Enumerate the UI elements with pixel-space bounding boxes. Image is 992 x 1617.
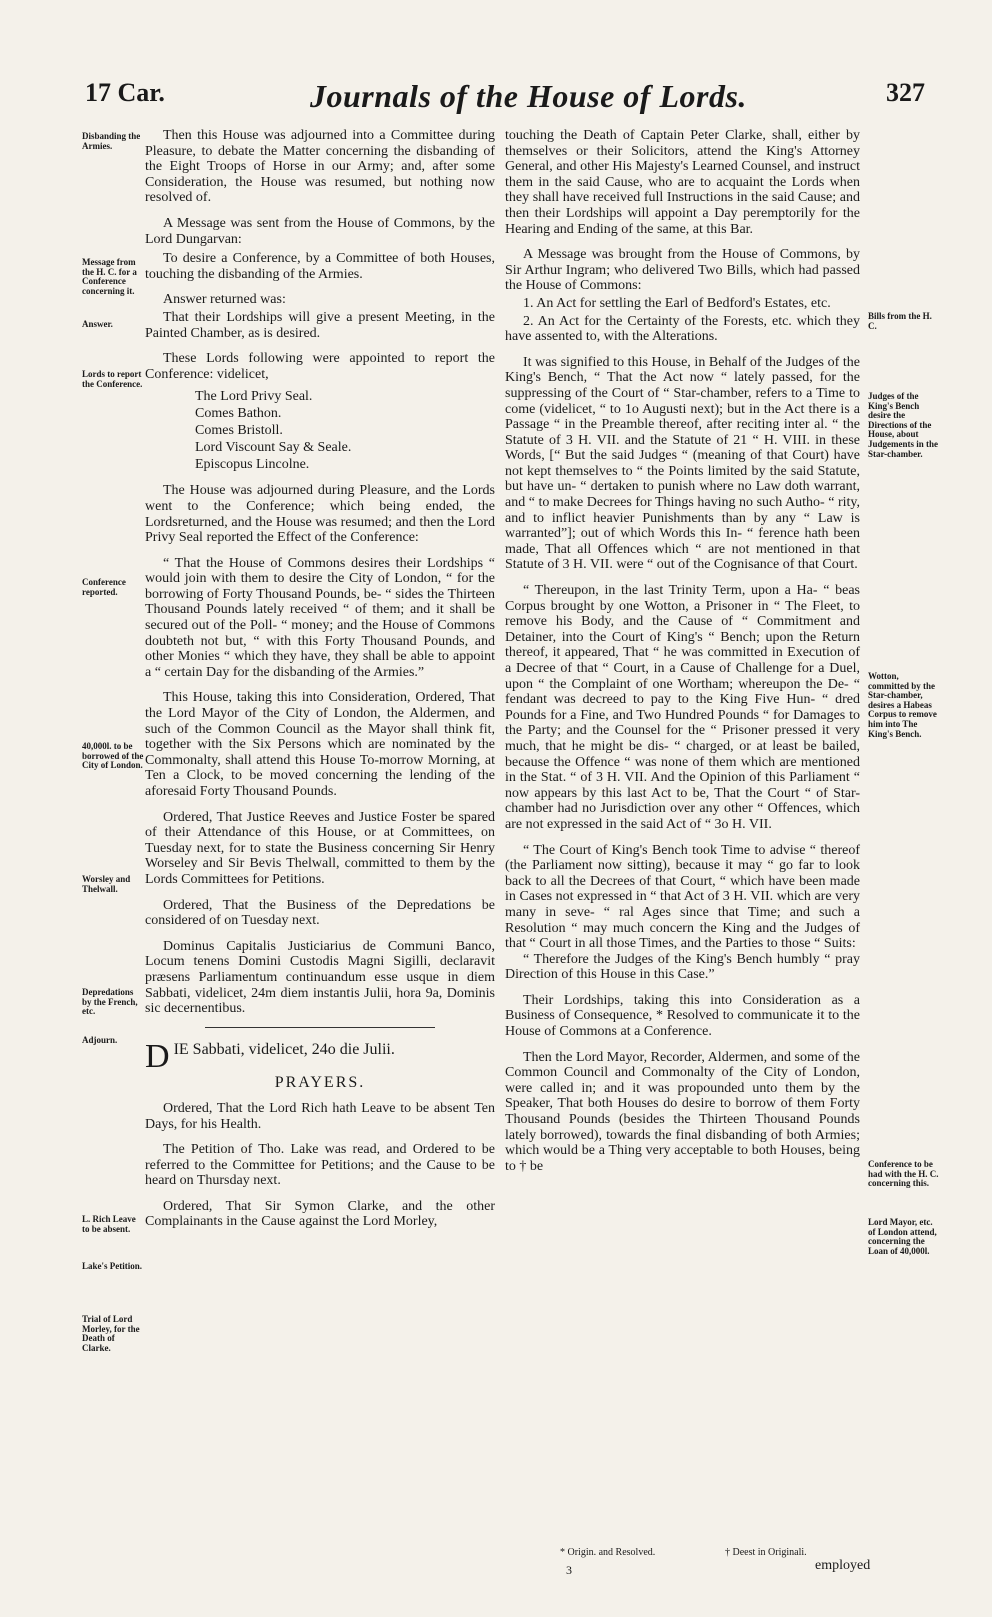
paragraph: Dominus Capitalis Justiciarius de Communi Banco, Locum tenens Domini Custodis Magni Sigilli, declaravit præsens Parliamentum continuandum esse usque in diem Sabbati, videlicet, 24m diem instantis Julii, hora 9a, Dominis sic decernentibus. bbox=[145, 938, 495, 1017]
list-item: Comes Bathon. bbox=[195, 406, 282, 422]
footnote: † Deest in Originali. bbox=[725, 1547, 807, 1558]
list-item: Episcopus Lincolne. bbox=[195, 457, 310, 473]
paragraph: Answer returned was: bbox=[163, 292, 286, 308]
margin-note: Bills from the H. C. bbox=[868, 311, 932, 331]
paragraph: 2. An Act for the Certainty of the Forests, etc. which they have assented to, with the Alterations. bbox=[505, 313, 860, 345]
quotation: “ Thereupon, in the last Trinity Term, upon a Ha- “ beas Corpus brought by one Wotton, a Prisoner in “ The Fleet, to remove his Body, and the Cause of “ Commitment and Detainer, into the Court of King's “ Bench; upon the Return thereof, it appeared, That “ he was committed in Execution of a Decree of that “ Court, in a Cause of Challenge for a Duel, upon “ the Complaint of one Wortham; whereupon the De- “ fendant was decreed to pay to the King Five Hun- “ dred Pounds for a Fine, and Two Hundred Pounds “ for Damages to the Party; and the Counsel for the “ Prisoner pressed it very much, that he might be dis- “ charged, or at least be bailed, because the Offence “ was none of them which are mentioned in the Stat. “ of 3 H. VII. And the Opinion of this Parliament “ now appears by this last Act to be, That the Court “ of Star-chamber had no Jurisdiction over any other “ Offences, which are not expressed in the said Act of “ 3o H. VII. bbox=[505, 583, 860, 832]
catchword: employed bbox=[815, 1558, 871, 1573]
margin-note: Lord Mayor, etc. of London attend, concerning the Loan of 40,000l. bbox=[868, 1217, 937, 1256]
margin-note: Conference to be had with the H. C. concerning this. bbox=[868, 1159, 939, 1189]
paragraph: Ordered, That the Lord Rich hath Leave to be absent Ten Days, for his Health. bbox=[145, 1100, 495, 1132]
paragraph: These Lords following were appointed to report the Conference: videlicet, bbox=[145, 351, 495, 382]
paragraph: Ordered, That the Business of the Depredations be considered of on Tuesday next. bbox=[145, 897, 495, 929]
quotation: “ That the House of Commons desires their Lordships “ would join with them to desire the City of London, “ for the borrowing of Forty Thousand Pounds, be- “ sides the Thirteen Thousand Pounds lately received “ of them; and it shall be secured out of the Poll- “ money; and the House of Commons doubteth not but, “ with this Forty Thousand Pounds, and other Monies “ which they have, they shall be able to appoint a “ certain Day for the disbanding of the Armies.” bbox=[145, 555, 495, 680]
left-column bbox=[145, 128, 495, 1240]
drop-cap: D bbox=[145, 1037, 170, 1075]
signature-mark: 3 bbox=[566, 1563, 572, 1577]
margin-note: L. Rich Leave to be absent. bbox=[82, 1214, 136, 1234]
paragraph: This House, taking this into Consideration, Ordered, That the Lord Mayor of the City of London, the Aldermen, and such of the Common Council as the Mayor shall think fit, together with the Six Persons which are nominated by the Commonalty, shall attend this House To-morrow Morning, at Ten a Clock, to be moved concerning the lending of the aforesaid Forty Thousand Pounds. bbox=[145, 690, 495, 799]
paragraph: The Petition of Tho. Lake was read, and Ordered to be referred to the Committee for Petitions; and the Cause to be heard on Thursday next. bbox=[145, 1142, 495, 1189]
margin-note: Message from the H. C. for a Conference concerning it. bbox=[82, 257, 137, 296]
margin-note: Wotton, committed by the Star-chamber, desires a Habeas Corpus to remove him into The King's Bench. bbox=[868, 671, 937, 739]
paragraph: A Message was sent from the House of Commons, by the Lord Dungarvan: bbox=[145, 215, 495, 247]
paragraph: Then the Lord Mayor, Recorder, Aldermen, and some of the Common Council and Commonalty of the City of London, were called in; and it was propounded unto them by the Speaker, That both Houses do desire to borrow of them Forty Thousand Pounds (besides the Thirteen Thousand Pounds lately borrowed), towards the final disbanding of both Armies; which would be a Thing very acceptable to both Houses, being to † be bbox=[505, 1049, 860, 1174]
quotation: “ The Court of King's Bench took Time to advise “ thereof (the Parliament now sitting), because it may “ go far to look back to all the Decrees of that Court, “ which have been made in Cases not expressed in “ that Act of 3 H. VII. which are very many in seve- “ ral Ages since that Time; and such a Resolution “ may much concern the King and the Judges of that “ Court in all those Times, and the Parties to those “ Suits: bbox=[505, 842, 860, 952]
prayers-heading: PRAYERS. bbox=[274, 1074, 366, 1092]
paragraph: That their Lordships will give a present Meeting, in the Painted Chamber, as is desired. bbox=[145, 309, 495, 341]
paragraph: touching the Death of Captain Peter Clarke, shall, either by themselves or their Solicitors, attend the King's Attorney General, and other His Majesty's Learned Counsel, and instruct them in the said Cause, who are to acquaint the Lords when they shall have received full Instructions in the said Cause; and then their Lordships will appoint a Day peremptorily for the Hearing and Ending of the same, at this Bar. bbox=[505, 128, 860, 237]
paragraph: Ordered, That Sir Symon Clarke, and the other Complainants in the Cause against the Lord Morley, bbox=[145, 1198, 495, 1230]
margin-note: Disbanding the Armies. bbox=[82, 131, 141, 151]
footnote: * Origin. and Resolved. bbox=[560, 1547, 656, 1558]
margin-note: Conference reported. bbox=[82, 577, 126, 597]
section-rule bbox=[205, 1027, 435, 1028]
page-header bbox=[85, 78, 925, 118]
margin-note: Depredations by the French, etc. bbox=[82, 987, 138, 1017]
date-text: IE Sabbati, videlicet, 24o die Julii. bbox=[173, 1040, 395, 1058]
margin-note: Lords to report the Conference. bbox=[82, 369, 143, 389]
margin-note: Adjourn. bbox=[82, 1035, 118, 1045]
paragraph: Then this House was adjourned into a Committee during Pleasure, to debate the Matter concerning the disbanding of the Eight Troops of Horse in our Army; and, after some Consideration, the House was resumed, but nothing now resolved of. bbox=[145, 128, 495, 206]
margin-note: Worsley and Thelwall. bbox=[82, 874, 131, 894]
page-number: 327 bbox=[886, 78, 925, 107]
margin-note: Trial of Lord Morley, for the Death of Clarke. bbox=[82, 1314, 140, 1353]
paragraph: It was signified to this House, in Behalf of the Judges of the King's Bench, “ That the Act now “ lately passed, for the suppressing of the Court of “ Star-chamber, refers to a Time to come (videlicet, “ to 1o Augusti next); but in the Act there is a Passage “ in the Preamble thereof, after reciting inter al. “ the Statute of 3 H. VII. and the Statute of 21 “ H. VIII. in these Words, [“ But the said Judges “ (meaning of that Court) have not kept themselves to “ the Points limited by the said Statute, but have un- “ dertaken to punish where no Law doth warrant, and “ to make Decrees for Things having no such Autho- “ rity, and to inflict heavier Punishments than by any “ Law is warranted”]; out of which Words this In- “ ference hath been made, That all Offences which “ are not mentioned in that Statute of 3 H. VII. were “ out of the Cognisance of that Court. bbox=[505, 354, 860, 573]
margin-note: Answer. bbox=[82, 319, 113, 329]
margin-note: Lake's Petition. bbox=[82, 1261, 142, 1271]
paragraph: Their Lordships, taking this into Consideration as a Business of Consequence, * Resolved to communicate it to the House of Commons at a Conference. bbox=[505, 992, 860, 1040]
list-item: The Lord Privy Seal. bbox=[195, 389, 313, 405]
paragraph: The House was adjourned during Pleasure, and the Lords went to the Conference; which being ended, the Lordsreturned, and the House was resumed; and then the Lord Privy Seal reported the Effect of the Conference: bbox=[145, 483, 495, 546]
list-item: Lord Viscount Say & Seale. bbox=[195, 440, 352, 456]
date-heading bbox=[145, 1037, 495, 1075]
paragraph: 1. An Act for settling the Earl of Bedford's Estates, etc. bbox=[523, 295, 831, 311]
paragraph: Ordered, That Justice Reeves and Justice Foster be spared of their Attendance of this House, or at Committees, on Tuesday next, for to state the Business concerning Sir Henry Worseley and Sir Bevis Thelwall, committed to them by the Lords Committees for Petitions. bbox=[145, 809, 495, 887]
running-title: Journals of the House of Lords. bbox=[310, 78, 747, 114]
lords-list bbox=[145, 388, 495, 473]
margin-note: 40,000l. to be borrowed of the City of London. bbox=[82, 741, 144, 771]
list-item: Comes Bristoll. bbox=[195, 423, 283, 439]
margin-note: Judges of the King's Bench desire the Directions of the House, about Judgements in the Star-chamber. bbox=[868, 391, 939, 459]
paragraph: To desire a Conference, by a Committee of both Houses, touching the disbanding of the Armies. bbox=[145, 251, 495, 282]
paragraph: A Message was brought from the House of Commons, by Sir Arthur Ingram; who delivered Two Bills, which had passed the House of Commons: bbox=[505, 247, 860, 294]
right-column bbox=[505, 128, 860, 1184]
regnal-year: 17 Car. bbox=[85, 78, 165, 107]
quotation: “ Therefore the Judges of the King's Bench humbly “ pray Direction of this House in this Case.” bbox=[505, 951, 860, 983]
